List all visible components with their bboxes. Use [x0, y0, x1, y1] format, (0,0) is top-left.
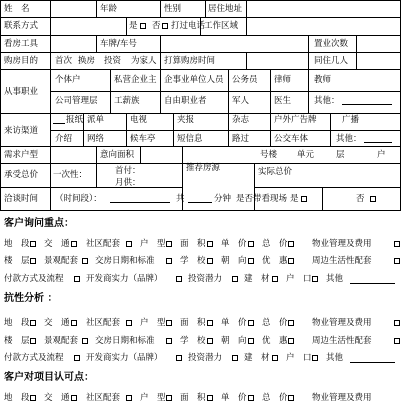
factor-checkbox[interactable]	[248, 338, 254, 344]
factor-item: 户 型	[140, 393, 166, 403]
factor-checkbox[interactable]	[207, 258, 213, 264]
contact-yes-checkbox[interactable]	[140, 23, 146, 29]
factor-other-input[interactable]	[350, 283, 395, 284]
factor-item: 地 段	[4, 393, 30, 403]
factor-checkbox[interactable]	[82, 338, 88, 344]
factor-item: 建 材	[244, 353, 270, 363]
room-label: 户	[377, 150, 386, 160]
factor-checkbox[interactable]	[232, 276, 238, 282]
resistance-heading: 抗性分析 ：	[4, 293, 58, 304]
cohabitants-label: 同住几人	[314, 56, 349, 66]
factor-item: 交房日期和标准	[95, 336, 155, 346]
factor-item: 学 校	[180, 336, 206, 346]
channel-option[interactable]: 杂志	[232, 115, 250, 125]
need-type-label: 需求户型	[4, 150, 39, 160]
factor-item: 总 价	[262, 393, 288, 403]
channel-option[interactable]: 路过	[232, 134, 250, 144]
occupation-other-label: 其他：	[314, 96, 340, 106]
factor-item: 付款方式及流程	[4, 274, 64, 284]
occupation-option[interactable]: 教师	[314, 75, 332, 85]
factor-checkbox[interactable]	[126, 320, 132, 326]
channel-other-label: 其他：	[336, 134, 362, 144]
budget-label: 承受总价	[4, 170, 39, 180]
work-area-label: 工作区域	[204, 21, 239, 31]
factor-checkbox[interactable]	[207, 395, 213, 401]
factor-checkbox[interactable]	[166, 241, 172, 247]
lump-sum-label: 一次性：	[53, 170, 88, 180]
factor-item: 总 价	[262, 239, 288, 249]
factor-checkbox[interactable]	[248, 258, 254, 264]
factor-item: 物业管理及费用	[312, 239, 372, 249]
factor-checkbox[interactable]	[82, 258, 88, 264]
factor-checkbox[interactable]	[176, 276, 182, 282]
factor-item: 单 价	[221, 239, 247, 249]
occupation-option[interactable]: 自由职业者	[164, 96, 207, 106]
factor-item: 交 通	[44, 318, 70, 328]
chat-time-label: 洽谈时间	[4, 194, 39, 204]
factor-checkbox[interactable]	[394, 258, 400, 264]
name-label: 姓 名	[4, 4, 30, 14]
time-period-input[interactable]	[110, 202, 170, 203]
tool-label: 看房工具	[4, 39, 39, 49]
approval-heading: 客户对项目认可点：	[4, 372, 94, 383]
factor-checkbox[interactable]	[394, 338, 400, 344]
factor-item: 面 积	[180, 318, 206, 328]
occupation-label: 从事职业	[4, 87, 39, 97]
factor-item: 周边生活性配套	[312, 336, 372, 346]
factor-item: 面 积	[180, 393, 206, 403]
factor-checkbox[interactable]	[126, 241, 132, 247]
factor-checkbox[interactable]	[74, 276, 80, 282]
factor-checkbox[interactable]	[312, 355, 318, 361]
factor-item: 开发商实力（品牌）	[86, 274, 163, 284]
factor-checkbox[interactable]	[74, 355, 80, 361]
factor-checkbox[interactable]	[30, 258, 36, 264]
factor-checkbox[interactable]	[272, 276, 278, 282]
factor-item: 朝 向	[221, 256, 247, 266]
factor-checkbox[interactable]	[312, 276, 318, 282]
factor-item: 面 积	[180, 239, 206, 249]
factor-item: 投资潜力	[188, 274, 223, 284]
unit-label: 单元	[297, 150, 315, 160]
factor-item: 单 价	[221, 393, 247, 403]
factor-item: 交 通	[44, 393, 70, 403]
channel-other-input[interactable]	[364, 142, 392, 143]
factor-item: 社区配套	[86, 318, 121, 328]
gender-label: 性别	[164, 4, 182, 14]
contact-label: 联系方式	[4, 21, 39, 31]
factor-item: 地 段	[4, 318, 30, 328]
factor-item: 优 惠	[262, 256, 288, 266]
occupation-option[interactable]: 医生	[274, 96, 292, 106]
site-visit-yes-checkbox[interactable]	[301, 196, 307, 202]
channel-option[interactable]: 候车亭	[130, 134, 156, 144]
factor-checkbox[interactable]	[71, 395, 77, 401]
factor-other-label: 其他	[326, 353, 344, 363]
purpose-family[interactable]: 为家人	[131, 56, 157, 66]
site-visit-no-checkbox[interactable]	[370, 196, 376, 202]
channel-option[interactable]: 夹报	[177, 115, 195, 125]
factor-checkbox[interactable]	[288, 241, 294, 247]
car-label: 车牌/车号	[100, 39, 137, 49]
occupation-option[interactable]: 私营企业主	[114, 75, 157, 85]
factor-checkbox[interactable]	[207, 241, 213, 247]
age-label: 年龄	[100, 4, 118, 14]
building-label: 号楼	[260, 150, 278, 160]
purchase-time-label: 打算购房时间	[164, 56, 216, 66]
factor-other-input[interactable]	[350, 362, 395, 363]
factor-checkbox[interactable]	[30, 320, 36, 326]
factor-checkbox[interactable]	[288, 395, 294, 401]
factor-other-label: 其他	[326, 274, 344, 284]
factor-item: 周边生活性配套	[312, 256, 372, 266]
channel-label: 来访渠道	[4, 126, 39, 136]
deposit-label: 置业次数	[314, 39, 349, 49]
site-visit-no-label: 否	[356, 194, 365, 204]
factor-item: 楼 层	[4, 256, 30, 266]
factor-item: 交 通	[44, 239, 70, 249]
factor-item: 付款方式及流程	[4, 353, 64, 363]
factor-checkbox[interactable]	[71, 320, 77, 326]
factor-checkbox[interactable]	[394, 241, 400, 247]
occupation-option[interactable]: 个体户	[55, 75, 81, 85]
factor-item: 单 价	[221, 318, 247, 328]
factor-item: 投资潜力	[188, 353, 223, 363]
minutes-input[interactable]	[188, 202, 212, 203]
factor-item: 优 惠	[262, 336, 288, 346]
occupation-option[interactable]: 公司管理层	[55, 96, 98, 106]
occupation-option[interactable]: 律师	[274, 75, 292, 85]
factor-checkbox[interactable]	[166, 338, 172, 344]
occupation-option[interactable]: 公务员	[232, 75, 258, 85]
channel-option[interactable]: 短信息	[177, 134, 203, 144]
factor-checkbox[interactable]	[248, 320, 254, 326]
factor-item: 开发商实力（品牌）	[86, 353, 163, 363]
factor-checkbox[interactable]	[248, 395, 254, 401]
channel-option[interactable]: 广播	[342, 115, 360, 125]
factor-checkbox[interactable]	[207, 320, 213, 326]
occupation-option[interactable]: 企事业单位人员	[164, 75, 224, 85]
factor-checkbox[interactable]	[288, 320, 294, 326]
contact-yes-label: 是	[129, 21, 138, 31]
factor-item: 户 口	[286, 353, 312, 363]
purpose-first[interactable]: 首次	[55, 56, 73, 66]
factor-checkbox[interactable]	[248, 241, 254, 247]
factor-item: 景观配套	[44, 336, 79, 346]
factor-item: 户 型	[140, 239, 166, 249]
factor-item: 景观配套	[44, 256, 79, 266]
purpose-swap[interactable]: 换房	[78, 56, 96, 66]
factor-item: 楼 层	[4, 336, 30, 346]
occupation-option[interactable]: 工薪族	[114, 96, 140, 106]
address-label: 居住地址	[208, 4, 243, 14]
factor-checkbox[interactable]	[126, 395, 132, 401]
factor-checkbox[interactable]	[71, 241, 77, 247]
purpose-invest[interactable]: 投资	[104, 56, 122, 66]
monthly-payment-label: 月供：	[115, 178, 141, 188]
occupation-other-input[interactable]	[342, 104, 392, 105]
factor-item: 学 校	[180, 256, 206, 266]
channel-option[interactable]: 电视	[130, 115, 148, 125]
purpose-label: 购房目的	[4, 56, 39, 66]
factor-item: 建 材	[244, 274, 270, 284]
channel-option[interactable]: 网络	[87, 134, 105, 144]
contact-no-checkbox[interactable]	[162, 23, 168, 29]
factor-item: 朝 向	[221, 336, 247, 346]
factor-item: 交房日期和标准	[95, 256, 155, 266]
called-label: 打过电话	[171, 21, 206, 31]
factor-item: 户 型	[140, 318, 166, 328]
factor-checkbox[interactable]	[288, 338, 294, 344]
time-period-label: （时间段）：	[55, 194, 102, 204]
total-label: 共	[176, 194, 185, 204]
factor-item: 户 口	[286, 274, 312, 284]
factor-item: 物业管理及费用	[312, 318, 372, 328]
inquiry-heading: 客户询问重点：	[4, 218, 74, 229]
factor-checkbox[interactable]	[166, 258, 172, 264]
intended-size-label: 意向面积	[100, 150, 135, 160]
channel-option[interactable]: 派单	[87, 115, 105, 125]
floor-label: 层	[336, 150, 345, 160]
factor-item: 社区配套	[86, 393, 121, 403]
channel-option[interactable]: 报纸	[66, 115, 84, 125]
factor-checkbox[interactable]	[288, 258, 294, 264]
contact-no-label: 否	[152, 21, 161, 31]
factor-item: 物业管理及费用	[312, 393, 372, 403]
site-visit-yes-label: 是	[290, 194, 299, 204]
channel-option[interactable]: 介绍	[55, 134, 73, 144]
factor-checkbox[interactable]	[30, 338, 36, 344]
factor-checkbox[interactable]	[394, 320, 400, 326]
factor-checkbox[interactable]	[207, 338, 213, 344]
newspaper-blank[interactable]	[53, 123, 65, 124]
factor-item: 总 价	[262, 318, 288, 328]
factor-checkbox[interactable]	[176, 355, 182, 361]
site-visit-label: 是否带看现场	[236, 194, 288, 204]
actual-total-label: 实际总价	[258, 167, 293, 177]
factor-checkbox[interactable]	[30, 241, 36, 247]
down-payment-label: 首付：	[115, 166, 141, 176]
minutes-label: 分钟	[214, 194, 232, 204]
factor-item: 社区配套	[86, 239, 121, 249]
channel-option[interactable]: 户外广告牌	[274, 115, 317, 125]
factor-checkbox[interactable]	[166, 320, 172, 326]
factor-checkbox[interactable]	[232, 355, 238, 361]
factor-checkbox[interactable]	[30, 395, 36, 401]
recommend-listing-label: 推荐房源	[186, 163, 221, 173]
factor-checkbox[interactable]	[272, 355, 278, 361]
factor-checkbox[interactable]	[166, 395, 172, 401]
occupation-option[interactable]: 军人	[232, 96, 250, 106]
factor-item: 地 段	[4, 239, 30, 249]
channel-option[interactable]: 公交车体	[274, 134, 309, 144]
